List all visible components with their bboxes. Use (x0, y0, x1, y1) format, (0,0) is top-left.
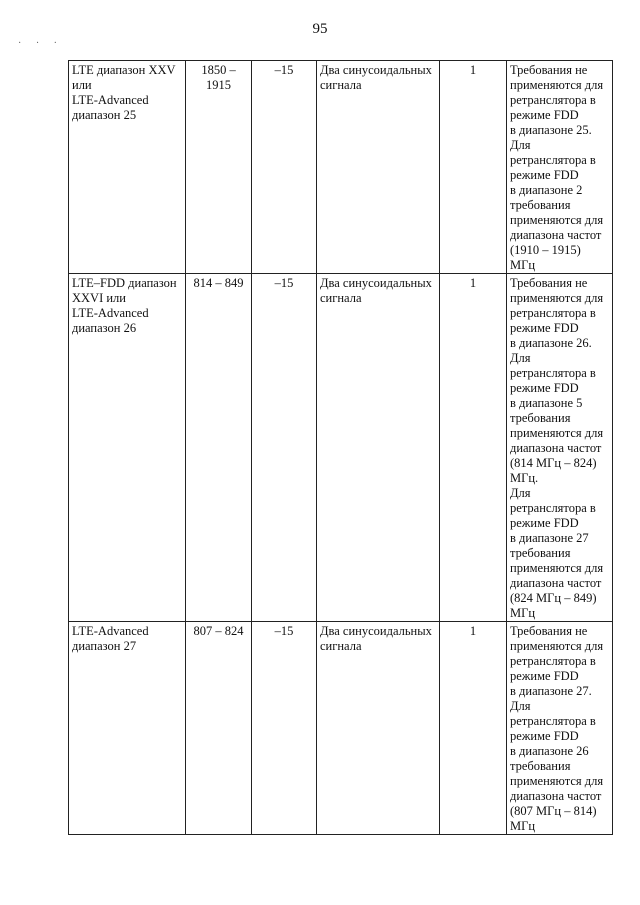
cell-note-line: в диапазоне 5 (510, 396, 583, 410)
cell-note-line: режиме FDD (510, 729, 579, 743)
scan-marks: · · · (18, 38, 63, 49)
cell-band-line: диапазон 27 (72, 639, 137, 653)
cell-note-line: применяются для (510, 213, 604, 227)
cell-note (507, 61, 613, 274)
cell-frequency-line: 1850 – (201, 63, 236, 77)
cell-note-line: в диапазоне 27. (510, 684, 592, 698)
table-body (69, 61, 613, 835)
cell-note-line: применяются для (510, 639, 604, 653)
cell-count: 1 (440, 274, 507, 622)
cell-note-line: диапазона частот (510, 441, 602, 455)
cell-band-line: диапазон 25 (72, 108, 137, 122)
cell-signal-line: сигнала (320, 639, 362, 653)
cell-note-line: применяются для (510, 561, 604, 575)
cell-signal (317, 274, 440, 622)
cell-frequency-line: 814 – 849 (193, 276, 244, 290)
cell-band-line: диапазон 26 (72, 321, 137, 335)
cell-note-line: применяются для (510, 774, 604, 788)
cell-note-line: требования (510, 759, 571, 773)
cell-band-line: XXVI или (72, 291, 126, 305)
cell-note-line: ретранслятора в (510, 366, 596, 380)
cell-note-line: ретранслятора в (510, 654, 596, 668)
cell-level: –15 (252, 622, 317, 835)
cell-note-line: ретранслятора в (510, 714, 596, 728)
cell-note-line: в диапазоне 27 (510, 531, 589, 545)
cell-note-line: диапазона частот (510, 789, 602, 803)
cell-note-line: МГц (510, 606, 536, 620)
cell-frequency-line: 807 – 824 (193, 624, 244, 638)
cell-frequency-line: 1915 (206, 78, 231, 92)
table-row (69, 622, 613, 835)
cell-note-line: режиме FDD (510, 381, 579, 395)
cell-signal-line: Два синусоидальных (320, 276, 432, 290)
cell-note-line: требования (510, 198, 571, 212)
cell-note-line: применяются для (510, 426, 604, 440)
cell-note-line: в диапазоне 26. (510, 336, 592, 350)
cell-signal-line: Два синусоидальных (320, 63, 432, 77)
cell-note-line: требования (510, 411, 571, 425)
cell-note-line: в диапазоне 25. (510, 123, 592, 137)
cell-band (69, 274, 186, 622)
cell-note-line: режиме FDD (510, 669, 579, 683)
table-row (69, 61, 613, 274)
cell-band-line: LTE-Advanced (72, 624, 149, 638)
cell-signal-line: Два синусоидальных (320, 624, 432, 638)
cell-level: –15 (252, 61, 317, 274)
cell-band-line: LTE-Advanced (72, 93, 149, 107)
cell-frequency (186, 61, 252, 274)
cell-note-line: МГц. (510, 471, 539, 485)
cell-note-line: Требования не (510, 276, 588, 290)
cell-note-line: диапазона частот (510, 228, 602, 242)
cell-level: –15 (252, 274, 317, 622)
cell-note-line: Для (510, 351, 531, 365)
cell-note-line: МГц (510, 258, 536, 272)
cell-note-line: в диапазоне 26 (510, 744, 589, 758)
cell-note-line: ретранслятора в (510, 93, 596, 107)
cell-count: 1 (440, 61, 507, 274)
cell-note-line: (814 МГц – 824) (510, 456, 597, 470)
cell-band-line: или (72, 78, 92, 92)
cell-signal-line: сигнала (320, 78, 362, 92)
cell-note-line: режиме FDD (510, 108, 579, 122)
cell-note-line: Для (510, 138, 531, 152)
cell-note (507, 622, 613, 835)
cell-note-line: (824 МГц – 849) (510, 591, 597, 605)
cell-note-line: режиме FDD (510, 516, 579, 530)
cell-note (507, 274, 613, 622)
cell-note-line: ретранслятора в (510, 153, 596, 167)
cell-note-line: применяются для (510, 78, 604, 92)
cell-frequency (186, 622, 252, 835)
page-number: 95 (312, 21, 328, 37)
cell-signal-line: сигнала (320, 291, 362, 305)
cell-note-line: диапазона частот (510, 576, 602, 590)
requirements-table (68, 60, 613, 835)
cell-note-line: Требования не (510, 63, 588, 77)
cell-note-line: ретранслятора в (510, 501, 596, 515)
cell-note-line: (1910 – 1915) (510, 243, 581, 257)
cell-note-line: применяются для (510, 291, 604, 305)
cell-note-line: в диапазоне 2 (510, 183, 583, 197)
cell-note-line: Для (510, 699, 531, 713)
table-row (69, 274, 613, 622)
cell-frequency (186, 274, 252, 622)
cell-note-line: Требования не (510, 624, 588, 638)
cell-note-line: (807 МГц – 814) (510, 804, 597, 818)
cell-band-line: LTE диапазон XXV (72, 63, 176, 77)
cell-signal (317, 61, 440, 274)
cell-note-line: режиме FDD (510, 168, 579, 182)
cell-signal (317, 622, 440, 835)
cell-band-line: LTE-Advanced (72, 306, 149, 320)
cell-band (69, 622, 186, 835)
cell-count: 1 (440, 622, 507, 835)
cell-band-line: LTE–FDD диапазон (72, 276, 177, 290)
cell-note-line: ретранслятора в (510, 306, 596, 320)
cell-note-line: режиме FDD (510, 321, 579, 335)
cell-band (69, 61, 186, 274)
cell-note-line: МГц (510, 819, 536, 833)
cell-note-line: Для (510, 486, 531, 500)
cell-note-line: требования (510, 546, 571, 560)
